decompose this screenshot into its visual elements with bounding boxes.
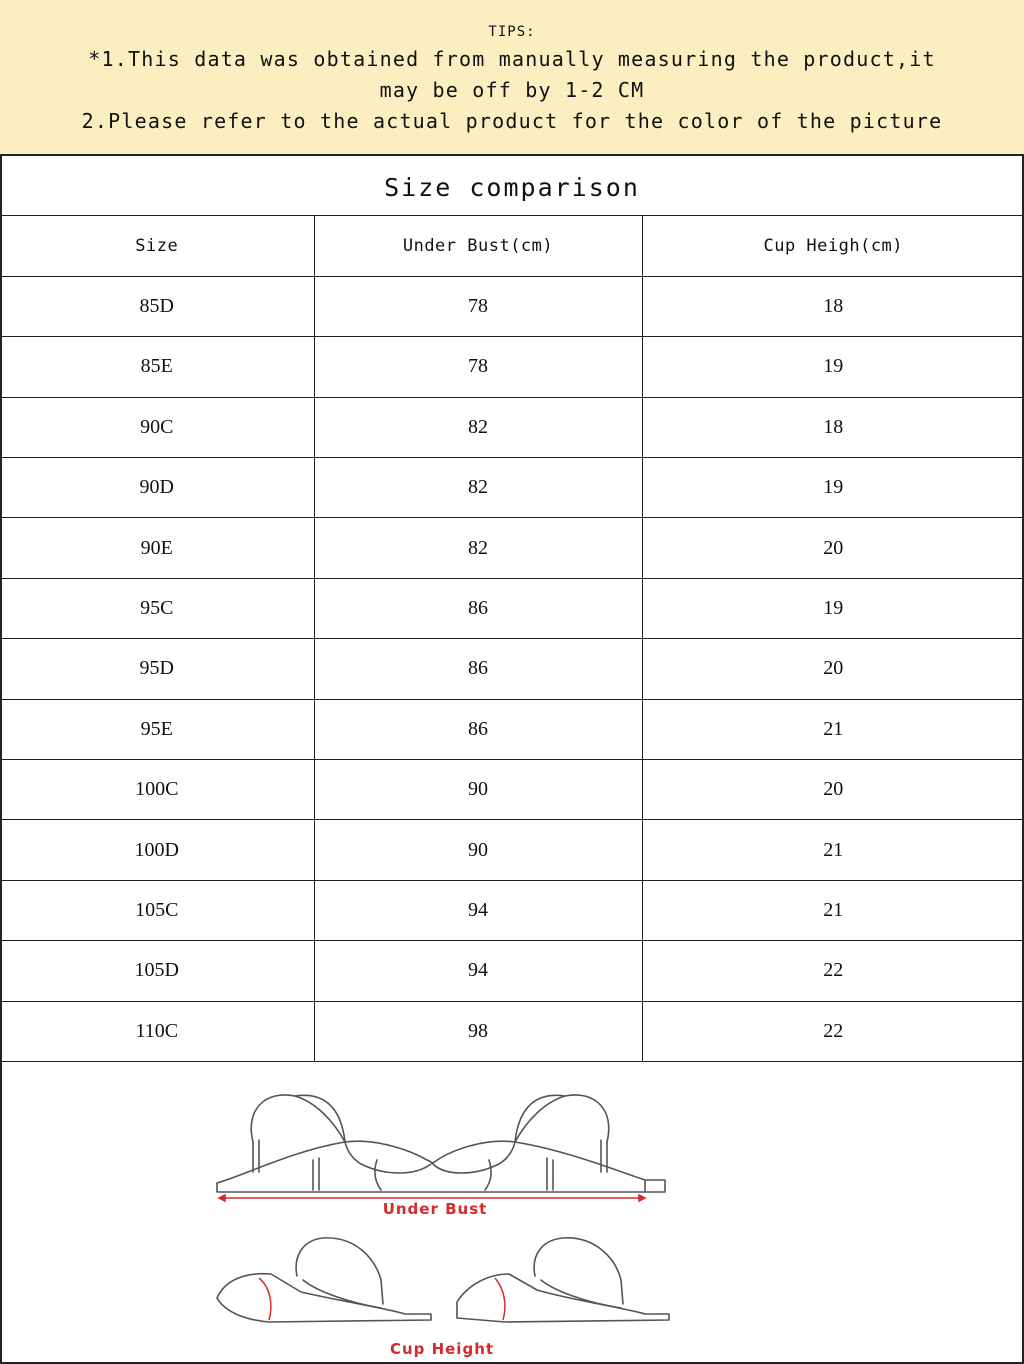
cell-size: 90C [0,397,314,457]
tips-banner [0,0,1024,156]
header-size: Size [0,216,314,276]
under-bust-label: Under Bust [382,1200,488,1218]
table-row [0,941,1024,1001]
table-row [0,820,1024,880]
table-title: Size comparison [0,156,1024,216]
cell-size: 85D [0,276,314,336]
cell-under-bust: 90 [314,760,642,820]
tips-title: TIPS: [488,24,536,40]
cell-under-bust: 86 [314,578,642,638]
bra-side-drawing-left [217,1238,431,1322]
cell-cup-height: 20 [642,639,1024,699]
cell-cup-height: 20 [642,760,1024,820]
cell-cup-height: 19 [642,337,1024,397]
bra-front-drawing [217,1095,665,1192]
cell-cup-height: 19 [642,578,1024,638]
table-row [0,397,1024,457]
size-table [0,216,1024,1062]
table-row [0,1001,1024,1061]
header-under-bust: Under Bust(cm) [314,216,642,276]
cell-cup-height: 21 [642,880,1024,940]
cell-under-bust: 82 [314,397,642,457]
header-cup-height: Cup Heigh(cm) [642,216,1024,276]
cup-height-label: Cup Height [389,1340,495,1358]
cell-under-bust: 98 [314,1001,642,1061]
cell-under-bust: 78 [314,276,642,336]
cell-size: 90E [0,518,314,578]
table-row [0,518,1024,578]
cell-cup-height: 21 [642,699,1024,759]
cell-under-bust: 82 [314,518,642,578]
cell-cup-height: 18 [642,397,1024,457]
tips-line-3: 2.Please refer to the actual product for the color of the picture [81,109,943,133]
cell-under-bust: 90 [314,820,642,880]
cell-under-bust: 86 [314,699,642,759]
cell-cup-height: 19 [642,458,1024,518]
cell-size: 95D [0,639,314,699]
cell-under-bust: 82 [314,458,642,518]
table-row [0,337,1024,397]
table-row [0,458,1024,518]
tips-line-1: *1.This data was obtained from manually measuring the product,it [88,47,936,71]
cell-size: 95E [0,699,314,759]
cell-size: 110C [0,1001,314,1061]
cell-cup-height: 20 [642,518,1024,578]
table-row [0,639,1024,699]
cell-cup-height: 18 [642,276,1024,336]
cell-cup-height: 21 [642,820,1024,880]
cell-cup-height: 22 [642,1001,1024,1061]
measurement-diagram [205,1080,705,1360]
cell-size: 90D [0,458,314,518]
table-row [0,760,1024,820]
tips-line-2: may be off by 1-2 CM [379,78,645,102]
cell-size: 105D [0,941,314,1001]
table-row [0,578,1024,638]
cell-size: 105C [0,880,314,940]
cell-under-bust: 86 [314,639,642,699]
cell-under-bust: 94 [314,880,642,940]
cell-size: 100D [0,820,314,880]
cell-cup-height: 22 [642,941,1024,1001]
table-row [0,699,1024,759]
cell-size: 85E [0,337,314,397]
cell-size: 95C [0,578,314,638]
cell-under-bust: 94 [314,941,642,1001]
table-header-row [0,216,1024,276]
cell-size: 100C [0,760,314,820]
table-row [0,276,1024,336]
table-row [0,880,1024,940]
cell-under-bust: 78 [314,337,642,397]
bra-side-drawing-right [457,1238,669,1322]
